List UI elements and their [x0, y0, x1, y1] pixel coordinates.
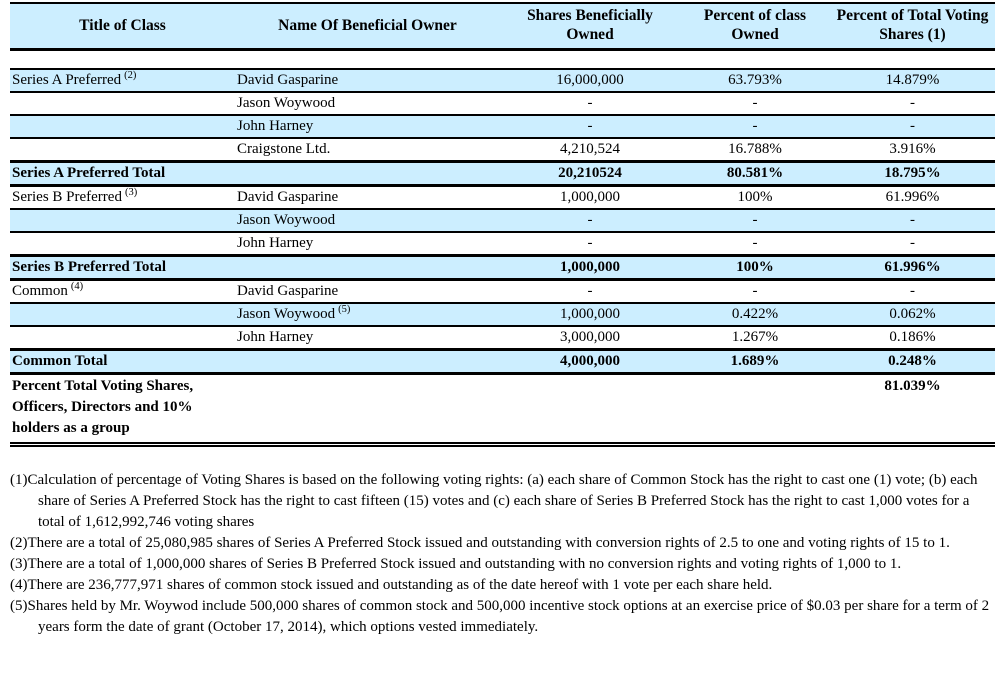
cell-text: David Gasparine — [237, 189, 339, 205]
table-cell — [235, 232, 500, 256]
footnote-marker: (5) — [10, 598, 28, 614]
footnote-ref: (4) — [70, 281, 84, 292]
cell-text: 1,000,000 — [560, 189, 620, 205]
cell-text: - — [752, 283, 758, 299]
table-cell — [10, 280, 235, 304]
column-header-title-of-class: Title of Class — [10, 3, 235, 50]
cell-text: Series B Preferred — [12, 189, 122, 205]
table-cell — [830, 326, 995, 350]
cell-text: Common — [12, 283, 68, 299]
table-cell — [680, 186, 830, 210]
footnote-ref: (2) — [124, 70, 137, 81]
table-cell — [235, 326, 500, 350]
cell-text: 80.581% — [726, 165, 784, 181]
table-cell — [680, 138, 830, 162]
footnote-text: There are 236,777,971 shares of common stock issued and outstanding as of the date hereof with 1 vote per each share held. — [27, 577, 773, 593]
footnote-marker: (1) — [10, 472, 28, 488]
table-row — [10, 326, 995, 350]
table-row — [10, 280, 995, 304]
table-cell — [830, 162, 995, 186]
cell-text: - — [910, 118, 915, 134]
cell-text: 14.879% — [885, 72, 940, 88]
table-cell — [10, 162, 235, 186]
footnote-text: Calculation of percentage of Voting Shares is based on the following voting rights: (a) each share of Common Stock has the right to cast one (1) vote; (b) each share of Series A Preferred Stock has the right to cast fifteen (15) votes and (c) each share of Series B Preferred Stock has the right to cast 1,000 votes for a total of 1,612,992,746 voting shares — [27, 472, 978, 530]
table-cell — [680, 326, 830, 350]
column-header-percent-voting: Percent of Total Voting Shares (1) — [830, 3, 995, 50]
table-cell — [680, 374, 830, 445]
footnote-ref: (3) — [124, 187, 138, 198]
cell-text: 100% — [737, 189, 773, 205]
table-cell — [500, 350, 680, 374]
table-cell — [500, 326, 680, 350]
table-header-row — [10, 3, 995, 50]
table-row — [10, 92, 995, 115]
table-row — [10, 256, 995, 280]
cell-text: Series B Preferred Total — [12, 259, 166, 275]
footnote-text: There are a total of 1,000,000 shares of Series B Preferred Stock issued and outstanding with no conversion rights and voting rights of 1,000 to 1. — [27, 556, 902, 572]
cell-text: 1,000,000 — [560, 259, 620, 275]
table-cell — [10, 92, 235, 115]
cell-text: David Gasparine — [237, 283, 339, 299]
table-cell — [830, 92, 995, 115]
table-row — [10, 115, 995, 138]
table-cell — [680, 303, 830, 326]
cell-text: 61.996% — [885, 189, 940, 205]
cell-text: 1.267% — [731, 329, 779, 345]
table-cell — [235, 115, 500, 138]
cell-text: Percent Total Voting Shares, Officers, Directors and 10% holders as a group — [12, 378, 194, 436]
table-cell — [500, 280, 680, 304]
beneficial-ownership-table — [10, 2, 995, 447]
table-row — [10, 186, 995, 210]
table-cell — [680, 69, 830, 92]
cell-text: - — [587, 95, 593, 111]
table-cell — [830, 232, 995, 256]
cell-text: - — [587, 118, 593, 134]
cell-text: - — [752, 118, 758, 134]
table-cell — [10, 69, 235, 92]
table-cell — [500, 374, 680, 445]
cell-text: - — [752, 212, 758, 228]
cell-text: Series A Preferred Total — [12, 165, 166, 181]
column-header-percent-of-class: Percent of class Owned — [680, 3, 830, 50]
table-cell — [830, 303, 995, 326]
cell-text: 1.689% — [730, 353, 780, 369]
table-cell — [680, 256, 830, 280]
table-cell — [235, 162, 500, 186]
footnote-marker: (2) — [10, 535, 28, 551]
table-cell — [10, 374, 235, 445]
table-cell — [235, 280, 500, 304]
cell-text: - — [752, 235, 758, 251]
cell-text: 0.422% — [731, 306, 779, 322]
cell-text: 3.916% — [889, 141, 936, 157]
cell-text: 0.062% — [889, 306, 936, 322]
cell-text: Jason Woywood — [237, 306, 336, 322]
column-header-shares-owned: Shares Beneficially Owned — [500, 3, 680, 50]
cell-text: - — [910, 212, 915, 228]
table-cell — [10, 232, 235, 256]
cell-text: - — [910, 235, 915, 251]
table-cell — [235, 209, 500, 232]
cell-text: John Harney — [237, 329, 314, 345]
footnotes — [10, 470, 998, 638]
cell-text: Craigstone Ltd. — [237, 141, 331, 157]
table-cell — [10, 303, 235, 326]
footnote-text: Shares held by Mr. Woywod include 500,000 shares of common stock and 500,000 incentive stock options at an exercise price of $0.03 per share for a term of 2 years form the date of grant (October 17, 2014), which options vested immediately. — [27, 598, 990, 635]
table-cell — [235, 186, 500, 210]
table-row — [10, 162, 995, 186]
cell-text: - — [752, 95, 758, 111]
table-cell — [500, 69, 680, 92]
cell-text: 63.793% — [728, 72, 782, 88]
cell-text: 100% — [736, 259, 774, 275]
table-row — [10, 374, 995, 445]
table-cell — [830, 256, 995, 280]
cell-text: 61.996% — [884, 259, 941, 275]
cell-text: 3,000,000 — [560, 329, 620, 345]
table-cell — [10, 256, 235, 280]
cell-text: Common Total — [12, 353, 108, 369]
footnote-item — [10, 470, 998, 533]
cell-text: 0.186% — [889, 329, 936, 345]
cell-text: 18.795% — [884, 165, 941, 181]
table-row — [10, 232, 995, 256]
table-row — [10, 209, 995, 232]
table-cell — [10, 350, 235, 374]
table-cell — [680, 209, 830, 232]
cell-text: 1,000,000 — [560, 306, 620, 322]
table-row — [10, 69, 995, 92]
table-cell — [830, 374, 995, 445]
cell-text: 4,210,524 — [560, 141, 620, 157]
table-cell — [680, 280, 830, 304]
table-cell — [830, 69, 995, 92]
table-cell — [680, 115, 830, 138]
cell-text: 16.788% — [728, 141, 782, 157]
table-cell — [500, 209, 680, 232]
table-cell — [680, 92, 830, 115]
cell-text: 20,210524 — [558, 165, 622, 181]
table-cell — [500, 256, 680, 280]
table-cell — [235, 303, 500, 326]
cell-text: Series A Preferred — [12, 72, 122, 88]
cell-text: - — [587, 283, 593, 299]
table-cell — [235, 138, 500, 162]
table-cell — [10, 186, 235, 210]
table-cell — [235, 256, 500, 280]
table-row — [10, 303, 995, 326]
cell-text: 81.039% — [884, 378, 941, 394]
table-cell — [830, 209, 995, 232]
table-cell — [830, 115, 995, 138]
table-cell — [830, 280, 995, 304]
cell-text: 0.248% — [888, 353, 937, 369]
table-cell — [500, 92, 680, 115]
cell-text: 16,000,000 — [556, 72, 624, 88]
table-cell — [10, 209, 235, 232]
table-cell — [680, 232, 830, 256]
cell-text: - — [587, 212, 593, 228]
cell-text: - — [910, 283, 915, 299]
footnote-item — [10, 554, 998, 575]
table-cell — [500, 162, 680, 186]
table-row — [10, 350, 995, 374]
footnote-ref: (5) — [338, 304, 351, 315]
table-cell — [235, 69, 500, 92]
table-cell — [500, 115, 680, 138]
cell-text: - — [910, 95, 915, 111]
cell-text: David Gasparine — [237, 72, 339, 88]
cell-text: 4,000,000 — [560, 353, 620, 369]
table-cell — [235, 92, 500, 115]
table-cell — [10, 326, 235, 350]
table-cell — [830, 138, 995, 162]
table-cell — [500, 186, 680, 210]
spacer-row — [10, 50, 995, 70]
table-cell — [10, 138, 235, 162]
table-cell — [500, 303, 680, 326]
cell-text: Jason Woywood — [237, 95, 336, 111]
table-cell — [500, 232, 680, 256]
footnote-item — [10, 533, 998, 554]
footnote-item — [10, 596, 998, 638]
table-cell — [500, 138, 680, 162]
footnote-text: There are a total of 25,080,985 shares of Series A Preferred Stock issued and outstanding with conversion rights of 2.5 to one and voting rights of 15 to 1. — [27, 535, 950, 551]
cell-text: John Harney — [237, 235, 314, 251]
table-cell — [830, 350, 995, 374]
footnote-marker: (3) — [10, 556, 28, 572]
table-cell — [680, 162, 830, 186]
column-header-beneficial-owner: Name Of Beneficial Owner — [235, 3, 500, 50]
cell-text: Jason Woywood — [237, 212, 336, 228]
table-cell — [680, 350, 830, 374]
table-row — [10, 138, 995, 162]
table-body — [10, 50, 995, 445]
cell-text: John Harney — [237, 118, 314, 134]
footnote-item — [10, 575, 998, 596]
table-cell — [10, 115, 235, 138]
table-cell — [235, 374, 500, 445]
cell-text: - — [587, 235, 593, 251]
table-cell — [830, 186, 995, 210]
table-cell — [235, 350, 500, 374]
footnote-marker: (4) — [10, 577, 28, 593]
